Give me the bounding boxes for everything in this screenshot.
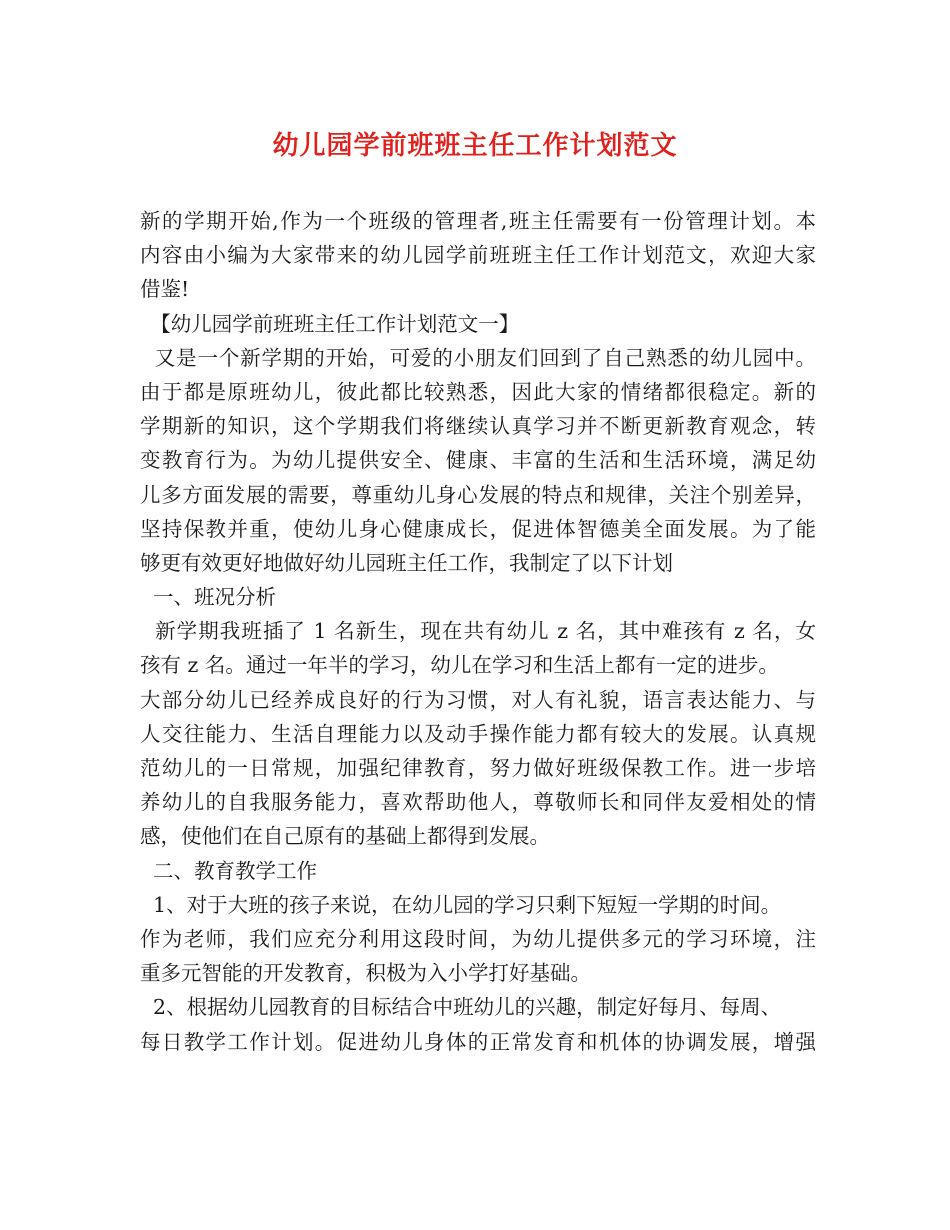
body-line: 孩有 z 名。通过一年半的学习，幼儿在学习和生活上都有一定的进步。 [140,653,779,678]
body-line: 由于都是原班幼儿，彼此都比较熟悉，因此大家的情绪都很稳定。新的 [140,379,816,404]
body-line: 每日教学工作计划。促进幼儿身体的正常发育和机体的协调发展，增强 [140,1029,816,1054]
body-line: 新的学期开始,作为一个班级的管理者,班主任需要有一份管理计划。本 [140,209,816,233]
body-line: 作为老师，我们应充分利用这段时间，为幼儿提供多元的学习环境，注 [140,926,816,951]
body-line: 养幼儿的自我服务能力，喜欢帮助他人，尊敬师长和同伴友爱相处的情 [140,790,816,815]
body-line: 变教育行为。为幼儿提供安全、健康、丰富的生活和生活环境，满足幼 [140,448,816,473]
body-line: 二、教育教学工作 [140,858,318,883]
body-line: 够更有效更好地做好幼儿园班主任工作，我制定了以下计划 [140,550,673,575]
document-title: 幼儿园学前班班主任工作计划范文 [272,131,678,161]
document-body [140,204,816,1059]
body-line: 学期新的知识，这个学期我们将继续认真学习并不断更新教育观念，转 [140,414,816,439]
body-line: 【幼儿园学前班班主任工作计划范文一】 [140,311,520,336]
body-line: 感，使他们在自己原有的基础上都得到发展。 [140,824,550,849]
body-line: 1、对于大班的孩子来说，在幼儿园的学习只剩下短短一学期的时间。 [140,892,782,917]
body-line: 内容由小编为大家带来的幼儿园学前班班主任工作计划范文，欢迎大家 [140,243,816,268]
body-line: 大部分幼儿已经养成良好的行为习惯，对人有礼貌，语言表达能力、与 [140,687,816,712]
body-line: 人交往能力、生活自理能力以及动手操作能力都有较大的发展。认真规 [140,721,816,746]
body-line: 儿多方面发展的需要，尊重幼儿身心发展的特点和规律，关注个别差异， [140,482,816,507]
body-line: 重多元智能的开发教育，积极为入小学打好基础。 [140,961,591,986]
body-line: 范幼儿的一日常规，加强纪律教育，努力做好班级保教工作。进一步培 [140,756,816,780]
body-line: 坚持保教并重，使幼儿身心健康成长，促进体智德美全面发展。为了能 [140,516,816,541]
body-line: 一、班况分析 [140,585,277,610]
body-line: 又是一个新学期的开始，可爱的小朋友们回到了自己熟悉的幼儿园中。 [140,345,816,370]
body-line: 借鉴! [140,277,190,302]
body-line: 2、根据幼儿园教育的目标结合中班幼儿的兴趣，制定好每月、每周、 [140,995,782,1020]
body-line: 新学期我班插了 1 名新生，现在共有幼儿 z 名，其中难孩有 z 名，女 [140,619,816,644]
